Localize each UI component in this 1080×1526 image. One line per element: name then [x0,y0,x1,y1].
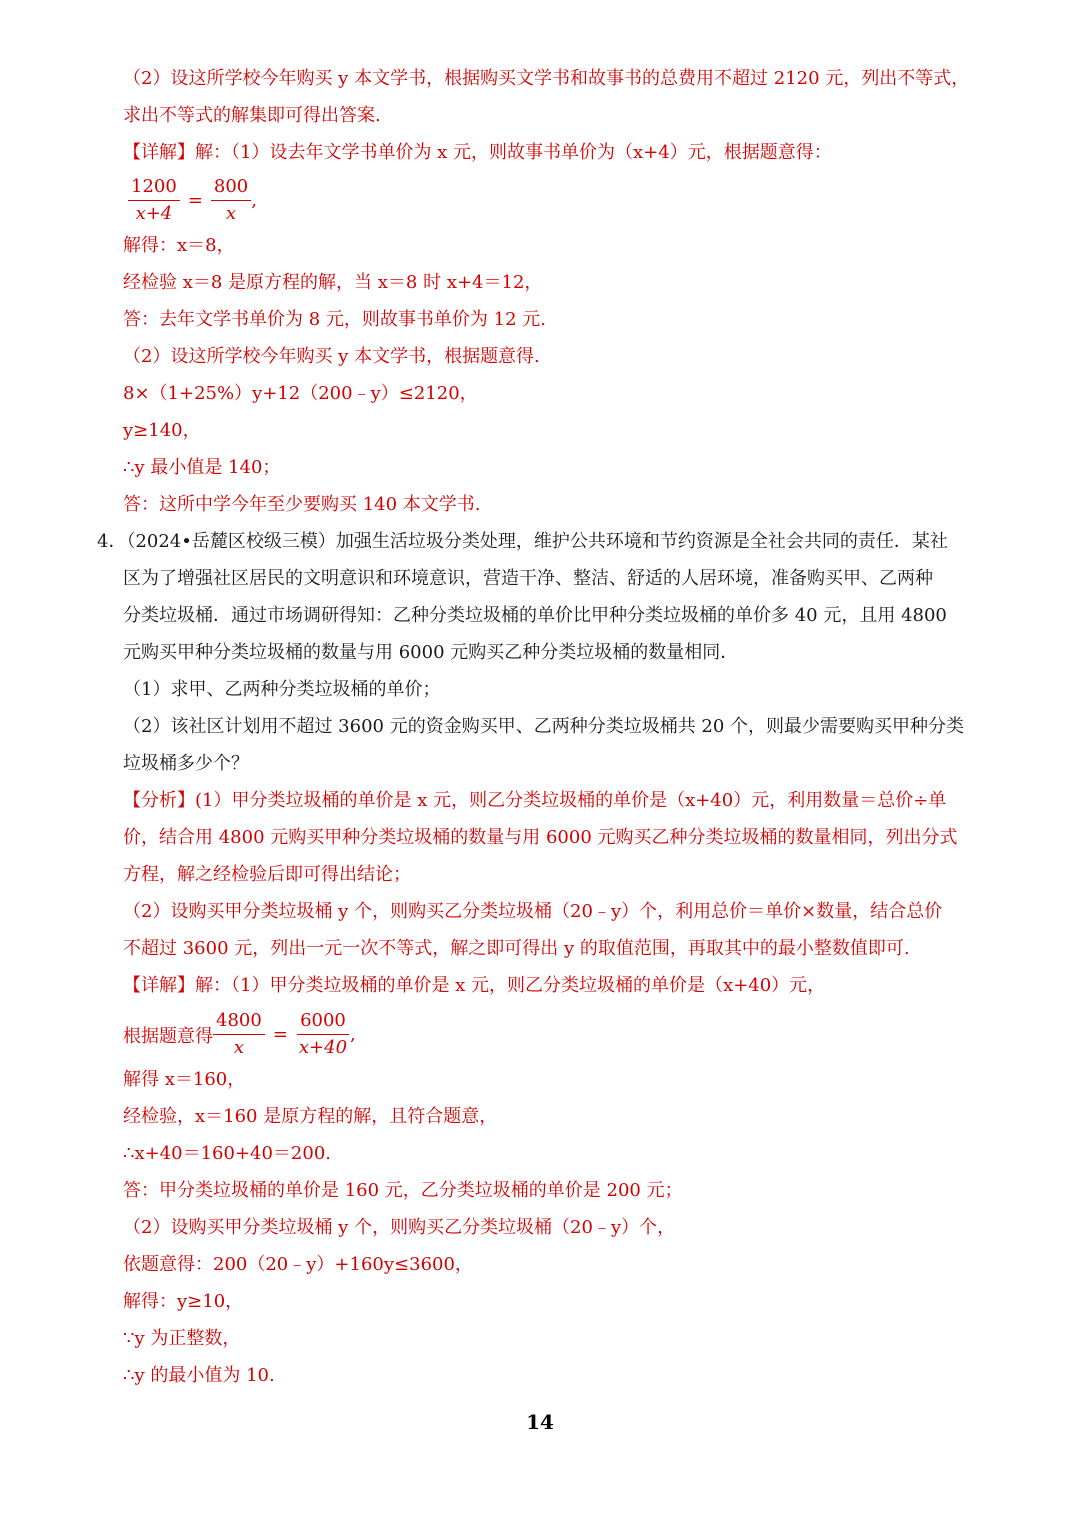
answer-line-2: 答：这所中学今年至少要购买 140 本文学书. [123,494,481,515]
eq1-right-numerator: 800 [211,175,251,201]
eq2-right-numerator: 6000 [297,1009,349,1035]
equation-fraction-2 [123,1009,356,1060]
eq1-tail: , [251,190,257,211]
problem4-question2-line2: 垃圾桶多少个？ [123,753,249,774]
analysis4-line4: （2）设购买甲分类垃圾桶 y 个，则购买乙分类垃圾桶（20﹣y）个，利用总价＝单价×数量，结合总价 [123,901,943,922]
page-number: 14 [526,1410,554,1434]
inequality-line: 8×（1+25%）y+12（200﹣y）≤2120， [123,383,478,404]
problem4-question1: （1）求甲、乙两种分类垃圾桶的单价； [123,679,441,700]
detail4-solve: 解得 x＝160， [123,1069,246,1090]
eq2-prefix: 根据题意得 [123,1025,213,1047]
eq1-equals: = [187,190,203,211]
eq2-equals: = [272,1024,288,1045]
eq1-right-denominator: x [226,203,237,224]
eq2-left-denominator: x [233,1037,244,1058]
detail4-because: ∵y 为正整数， [123,1328,241,1349]
minimum-line: ∴y 最小值是 140； [123,457,281,478]
problem4-line2: 区为了增强社区居民的文明意识和环境意识，营造干净、整洁、舒适的人居环境，准备购买甲、乙两种 [123,568,933,589]
eq1-left-denominator: x+4 [135,203,173,224]
detail4-calc: ∴x+40＝160+40＝200. [123,1143,332,1164]
analysis-part2-line2: 求出不等式的解集即可得出答案. [123,105,381,126]
analysis4-line3: 方程，解之经检验后即可得出结论； [123,864,411,885]
problem4-line4: 元购买甲种分类垃圾桶的数量与用 6000 元购买乙种分类垃圾桶的数量相同． [123,642,739,663]
detail4-part2-heading: （2）设购买甲分类垃圾桶 y 个，则购买乙分类垃圾桶（20﹣y）个， [123,1217,676,1238]
analysis4-line1: 【分析】(1）甲分类垃圾桶的单价是 x 元，则乙分类垃圾桶的单价是（x+40）元，利用数量＝总价÷单 [123,790,947,811]
analysis4-line2: 价，结合用 4800 元购买甲种分类垃圾桶的数量与用 6000 元购买乙种分类垃圾桶的数量相同，列出分式 [123,827,958,848]
inequality-solution: y≥140， [123,420,201,441]
problem4-question2-line1: （2）该社区计划用不超过 3600 元的资金购买甲、乙两种分类垃圾桶共 20 个，则最少需要购买甲种分类 [123,716,965,737]
eq2-right-denominator: x+40 [298,1037,348,1058]
detail4-heading: 【详解】解：（1）甲分类垃圾桶的单价是 x 元，则乙分类垃圾桶的单价是（x+40）元， [123,975,826,996]
part2-heading: （2）设这所学校今年购买 y 本文学书，根据题意得. [123,346,540,367]
equation-fraction-1 [128,175,257,226]
analysis4-line5: 不超过 3600 元，列出一元一次不等式，解之即可得出 y 的取值范围，再取其中的最小整数值即可. [123,938,910,959]
check-line-1: 经检验 x＝8 是原方程的解，当 x＝8 时 x+4＝12， [123,272,543,293]
detail4-answer1: 答：甲分类垃圾桶的单价是 160 元，乙分类垃圾桶的单价是 200 元； [123,1180,683,1201]
eq2-left-numerator: 4800 [213,1009,265,1035]
analysis-part2-line1: （2）设这所学校今年购买 y 本文学书，根据购买文学书和故事书的总费用不超过 2120 元，列出不等式， [123,68,970,89]
detail4-minimum: ∴y 的最小值为 10. [123,1365,275,1386]
detail4-inequality: 依题意得：200（20﹣y）+160y≤3600， [123,1254,473,1275]
detail4-check: 经检验，x＝160 是原方程的解，且符合题意， [123,1106,498,1127]
problem4-line3: 分类垃圾桶．通过市场调研得知：乙种分类垃圾桶的单价比甲种分类垃圾桶的单价多 40 元，且用 4800 [123,605,947,626]
eq1-left-numerator: 1200 [128,175,180,201]
solve-line-1: 解得：x＝8， [123,235,235,256]
detail4-inequality-solution: 解得：y≥10， [123,1291,244,1312]
detail-heading: 【详解】解：（1）设去年文学书单价为 x 元，则故事书单价为（x+4）元，根据题意得： [123,142,832,163]
answer-line-1: 答：去年文学书单价为 8 元，则故事书单价为 12 元. [123,309,546,330]
eq2-tail: , [350,1024,356,1045]
problem4-line1: 4．（2024•岳麓区校级三模）加强生活垃圾分类处理，维护公共环境和节约资源是全社会共同的责任．某社 [97,531,948,552]
